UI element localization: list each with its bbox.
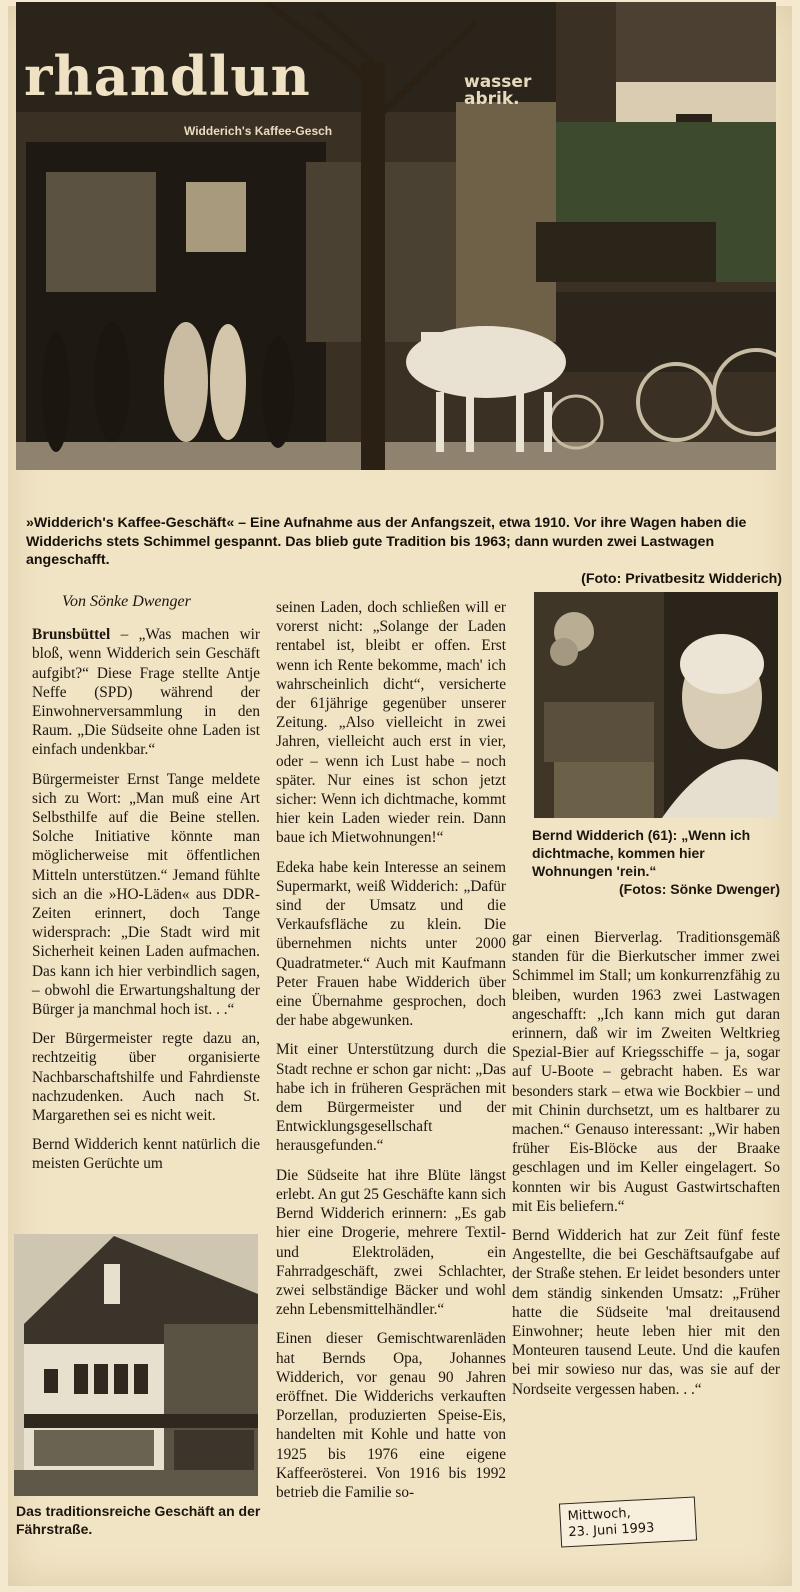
article-paragraph: Bernd Widderich kennt natürlich die meisten Gerüchte um <box>32 1136 260 1173</box>
byline: Von Sönke Dwenger <box>62 593 191 610</box>
caption-house: Das traditionsreiche Geschäft an der Fährstraße. <box>16 1503 261 1537</box>
article-column-1 <box>32 592 260 1184</box>
caption-top <box>26 514 786 588</box>
portrait-illustration <box>534 592 778 818</box>
article-paragraph: Einen dieser Gemischtwarenläden hat Bernds Opa, Johannes Widderich, vor genau 90 Jahren eröffnet. Die Widderichs verkauften Porzellan, produzierten Speise-Eis, handelten mit Kohle und hatte von 1925 bis 1976 eine eigene Kaffeerösterei. Von 1916 bis 1992 betrieb die Familie so- <box>276 1330 506 1501</box>
article-paragraph: Bernd Widderich hat zur Zeit fünf feste Angestellte, die bei Geschäftsaufgabe auf der Straße stehen. Er leidet besonders unter dem ständig sinkenden Umsatz: „Früher hatte die Südseite 'mal dreitausend Einwohner; heute leben hier mit den Monteuren tausend Leute. Und die kaufen bei mir sowieso nur das, was sie auf der Nordseite vergessen haben. . .“ <box>512 1227 780 1398</box>
shop-sign-small-line: abrik. <box>464 89 520 109</box>
date-stamp <box>559 1496 697 1547</box>
house-photo <box>14 1234 258 1496</box>
dateline-place: Brunsbüttel <box>32 626 111 644</box>
caption-top-credit: (Foto: Privatbesitz Widderich) <box>581 570 782 587</box>
shop-sign-large: rhandlun <box>24 44 311 108</box>
article-paragraph: Bürgermeister Ernst Tange meldete sich zu Wort: „Man muß eine Art Selbsthilfe auf die Beine stellen. Solche Initiative könnte man möglicherweise mit öffentlichen Mitteln unterstützen.“ Jemand fühlte sich an die »HO-Läden« aus DDR-Zeiten erinnert, doch Tange widersprach: „Die Stadt wird mit Sicherheit keinen Laden aufmachen. Das kann ich hier verbindlich sagen, – obwohl die Erwartungshaltung der Bürger ja manchmal hoch ist. . .“ <box>32 770 260 1019</box>
article-paragraph: seinen Laden, doch schließen will er vorerst nicht: „Solange der Laden rentabel ist, bleibt er offen. Erst wenn ich Rente bekomme, mach' ich wahrscheinlich dicht“, versicherte der 61jährige gegenüber unserer Zeitung. „Also vielleicht in zwei Jahren, vielleicht auch erst in vier, oder – wenn ich Lust habe – noch später. Nur eines ist schon jetzt sicher: Wenn ich dichtmache, kommt hier kein Laden wieder rein. Dann baue ich Mietwohnungen!“ <box>276 599 506 847</box>
article-column-2 <box>276 598 506 1512</box>
paragraph-text: – „Was machen wir bloß, wenn Widderich sein Geschäft aufgibt?“ Diese Frage stellte Antje Neffe (SPD) während der Einwohnerversammlung in den Raum. „Die Südseite ohne Laden ist einfach undenkbar.“ <box>32 626 260 759</box>
article-paragraph <box>32 625 260 759</box>
article-paragraph: Die Südseite hat ihre Blüte längst erlebt. An gut 25 Geschäfte kann sich Bernd Widderich erinnern: „Es gab hier eine Drogerie, mehrere Textil- und Elektroläden, ein Fahrradgeschäft, zwei Schlachter, zwei selbständige Bäcker und wohl zehn Lebensmittelhändler.“ <box>276 1166 506 1319</box>
portrait-photo <box>534 592 778 818</box>
caption-top-text: »Widderich's Kaffee-Geschäft« – Eine Aufnahme aus der Anfangszeit, etwa 1910. Vor ihre Wagen haben die Widderichs stets Schimmel gespannt. Das blieb gute Tradition bis 1963; dann wurden zwei Lastwagen angeschafft. <box>26 515 747 568</box>
caption-portrait-credit: (Fotos: Sönke Dwenger) <box>618 881 780 897</box>
date-weekday: Mittwoch, <box>567 1505 632 1525</box>
shop-sign-small <box>464 74 531 108</box>
house-illustration <box>14 1234 258 1496</box>
historic-shop-photo <box>16 2 776 470</box>
caption-portrait <box>532 826 780 898</box>
article-paragraph: Mit einer Unterstützung durch die Stadt rechne er schon gar nicht: „Das habe ich in früheren Gesprächen mit dem Bürgermeister und der Entwicklungsgesellschaft herausgefunden.“ <box>276 1041 506 1155</box>
article-paragraph: Der Bürgermeister regte dazu an, rechtzeitig über organisierte Nachbarschaftshilfe und Fahrdienste nachzudenken. Auch nach St. Margarethen sei es nicht weit. <box>32 1030 260 1125</box>
date-value: 23. Juni 1993 <box>568 1520 655 1541</box>
caption-portrait-text: Bernd Widderich (61): „Wenn ich dichtmache, kommen hier Wohnungen 'rein.“ <box>532 827 751 879</box>
article-paragraph: gar einen Bierverlag. Traditionsgemäß standen für die Bierkutscher immer zwei Schimmel im Stall; um konkurrenzfähig zu bleiben, wurden 1963 zwei Lastwagen angeschafft: „Ich kann mich gut daran erinnern, daß wir im Zweiten Weltkrieg Spezial-Bier auf Kriegsschiffe – ja, sogar auf U-Boote – gebracht haben. Es war besonders stark – etwa wie Bockbier – und mit Chinin durchsetzt, um es haltbarer zu machen.“ Genauso interessant: „Wir haben früher Eis-Blöcke aus der Braake geschlagen und im Keller eingelagert. So konnten wir bis August Gastwirtschaften mit Eis beliefern.“ <box>512 929 780 1215</box>
shop-sign-kaffee: Widderich's Kaffee-Gesch <box>184 124 333 138</box>
shop-sign-small-line: wasser <box>464 72 532 92</box>
article-column-3 <box>512 928 780 1409</box>
article-paragraph: Edeka habe kein Interesse an seinem Supermarkt, weiß Widderich: „Dafür sind der Umsatz und die Verkaufsfläche zu klein. Die übernehmen nichts unter 2000 Quadratmeter.“ Auch mit Kaufmann Peter Frauen habe Widderich über eine Übernahme gesprochen, doch der habe abgewunken. <box>276 858 506 1030</box>
